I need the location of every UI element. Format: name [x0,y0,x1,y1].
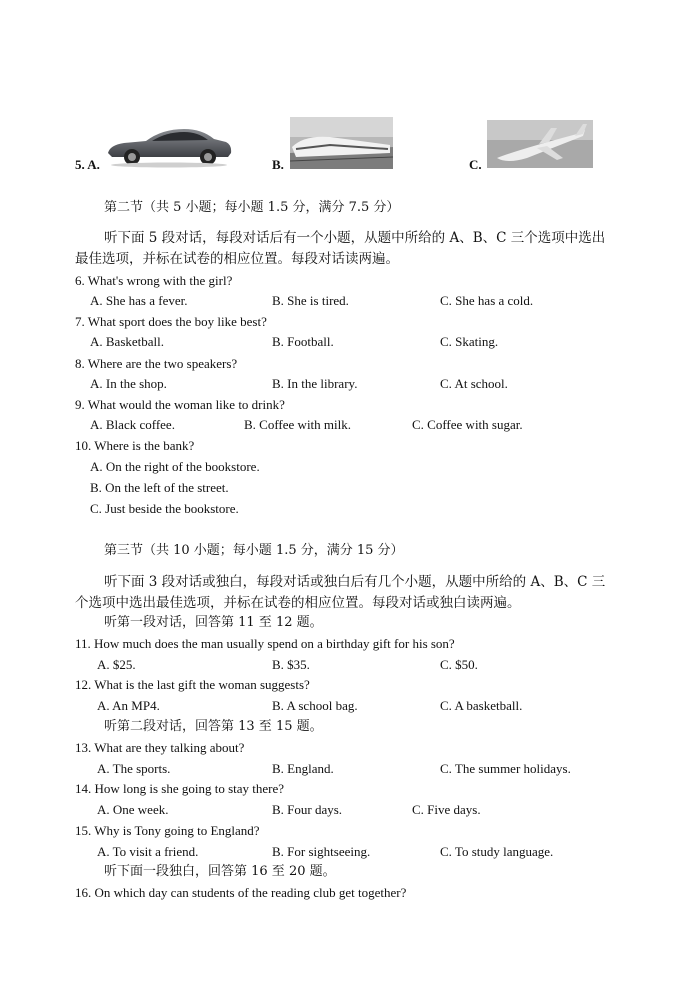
question-13: 13. What are they talking about? [75,740,245,755]
question-12: 12. What is the last gift the woman suggests? [75,677,310,692]
question-10: 10. Where is the bank? [75,438,195,453]
q14-option-a: A. One week. [97,802,169,817]
q12-option-b: B. A school bag. [272,698,358,713]
q6-option-c: C. She has a cold. [440,293,534,308]
section2-instruction-line2: 最佳选项，并标在试卷的相应位置。每段对话读两遍。 [75,251,399,267]
q10-option-a: A. On the right of the bookstore. [90,459,260,474]
q5-label-b: B. [272,157,284,172]
q13-option-b: B. England. [272,761,334,776]
q7-option-c: C. Skating. [440,334,499,349]
q15-option-a: A. To visit a friend. [97,844,199,859]
question-8: 8. Where are the two speakers? [75,356,238,371]
q15-option-b: B. For sightseeing. [272,844,371,859]
q14-option-b: B. Four days. [272,802,343,817]
q11-option-a: A. $25. [97,657,136,672]
q7-option-a: A. Basketball. [90,334,165,349]
q8-option-a: A. In the shop. [90,376,167,391]
dialog2-instruction: 听第二段对话，回答第 13 至 15 题。 [104,719,323,734]
q5-label-a: 5. A. [75,157,100,172]
question-7: 7. What sport does the boy like best? [75,314,267,329]
airplane-image [487,120,593,168]
q9-option-b: B. Coffee with milk. [244,417,352,432]
question-6: 6. What's wrong with the girl? [75,273,233,288]
question-9: 9. What would the woman like to drink? [75,397,285,412]
section3-instruction-line1: 听下面 3 段对话或独白，每段对话或独白后有几个小题，从题中所给的 A、B、C 三 [104,574,606,590]
q8-option-c: C. At school. [440,376,508,391]
q6-option-a: A. She has a fever. [90,293,188,308]
question-15: 15. Why is Tony going to England? [75,823,260,838]
q10-option-b: B. On the left of the street. [90,480,229,495]
q12-option-c: C. A basketball. [440,698,523,713]
q11-option-b: B. $35. [272,657,310,672]
question-11: 11. How much does the man usually spend on a birthday gift for his son? [75,636,455,651]
q11-option-c: C. $50. [440,657,478,672]
high-speed-train-image [290,117,393,169]
q9-option-a: A. Black coffee. [90,417,175,432]
q5-label-c: C. [469,157,482,172]
q13-option-c: C. The summer holidays. [440,761,571,776]
question-16: 16. On which day can students of the reading club get together? [75,885,407,900]
dialog1-instruction: 听第一段对话，回答第 11 至 12 题。 [104,615,323,630]
question-14: 14. How long is she going to stay there? [75,781,285,796]
monologue-instruction: 听下面一段独白，回答第 16 至 20 题。 [104,864,336,879]
q13-option-a: A. The sports. [97,761,171,776]
q15-option-c: C. To study language. [440,844,554,859]
section2-instruction-line1: 听下面 5 段对话，每段对话后有一个小题，从题中所给的 A、B、C 三个选项中选出 [104,230,606,246]
q7-option-b: B. Football. [272,334,334,349]
q9-option-c: C. Coffee with sugar. [412,417,523,432]
q8-option-b: B. In the library. [272,376,358,391]
q12-option-a: A. An MP4. [97,698,160,713]
section3-instruction-line2: 个选项中选出最佳选项，并标在试卷的相应位置。每段对话或独白读两遍。 [75,595,521,611]
car-image [104,123,234,168]
q6-option-b: B. She is tired. [272,293,349,308]
q14-option-c: C. Five days. [412,802,481,817]
section3-title: 第三节（共 10 小题；每小题 1.5 分，满分 15 分） [104,543,404,558]
q10-option-c: C. Just beside the bookstore. [90,501,239,516]
section2-title: 第二节（共 5 小题；每小题 1.5 分，满分 7.5 分） [104,200,400,215]
